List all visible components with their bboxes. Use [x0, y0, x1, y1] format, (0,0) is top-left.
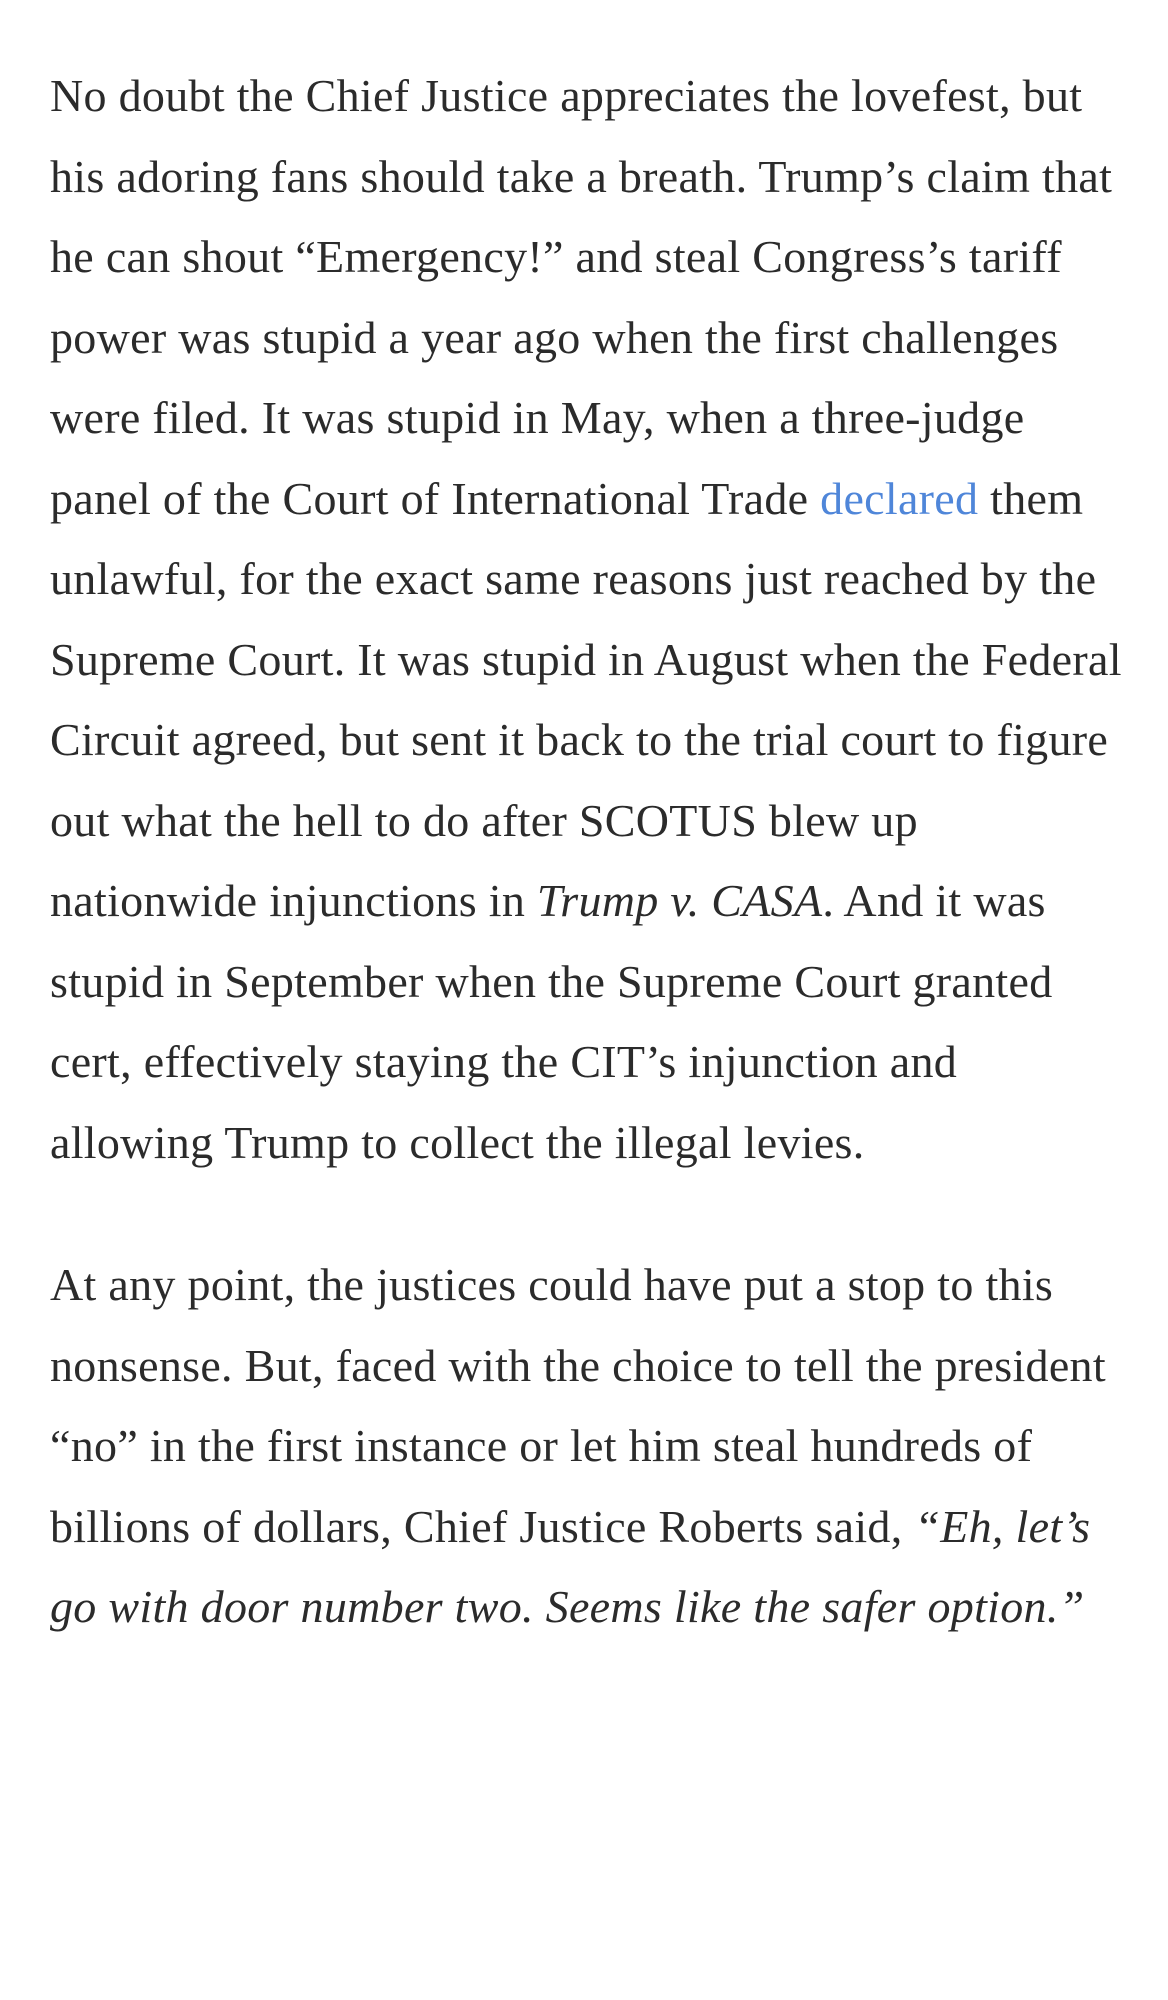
declared-link[interactable]: declared — [820, 472, 979, 524]
roberts-quote-italic: “Eh, let’s go with door number two. Seems like the safer option.” — [50, 1500, 1091, 1632]
paragraph-1-text-end: . And it was stupid in September when the Supreme Court granted cert, effectively staying the CIT’s injunction and allowing Trump to collect the illegal levies. — [50, 875, 1053, 1168]
paragraph-1-text-middle: them unlawful, for the exact same reasons just reached by the Supreme Court. It was stupid in August when the Federal Circuit agreed, but sent it back to the trial court to figure out what the hell to do after SCOTUS blew up nationwide injunctions in — [50, 472, 1122, 926]
paragraph-1-text-start: No doubt the Chief Justice appreciates the lovefest, but his adoring fans should take a breath. Trump’s claim that he can shout “Emergency!” and steal Congress’s tariff power was stupid a year ago when the first challenges were filed. It was stupid in May, when a three-judge panel of the Court of International Trade — [50, 70, 1113, 524]
paragraph-1 — [50, 56, 1124, 1183]
paragraph-2 — [50, 1245, 1124, 1648]
paragraph-2-text-start: At any point, the justices could have put a stop to this nonsense. But, faced with the choice to tell the president “no” in the first instance or let him steal hundreds of billions of dollars, Chief Justice Roberts said, — [50, 1259, 1106, 1552]
case-name-italic: Trump v. CASA — [536, 875, 823, 926]
